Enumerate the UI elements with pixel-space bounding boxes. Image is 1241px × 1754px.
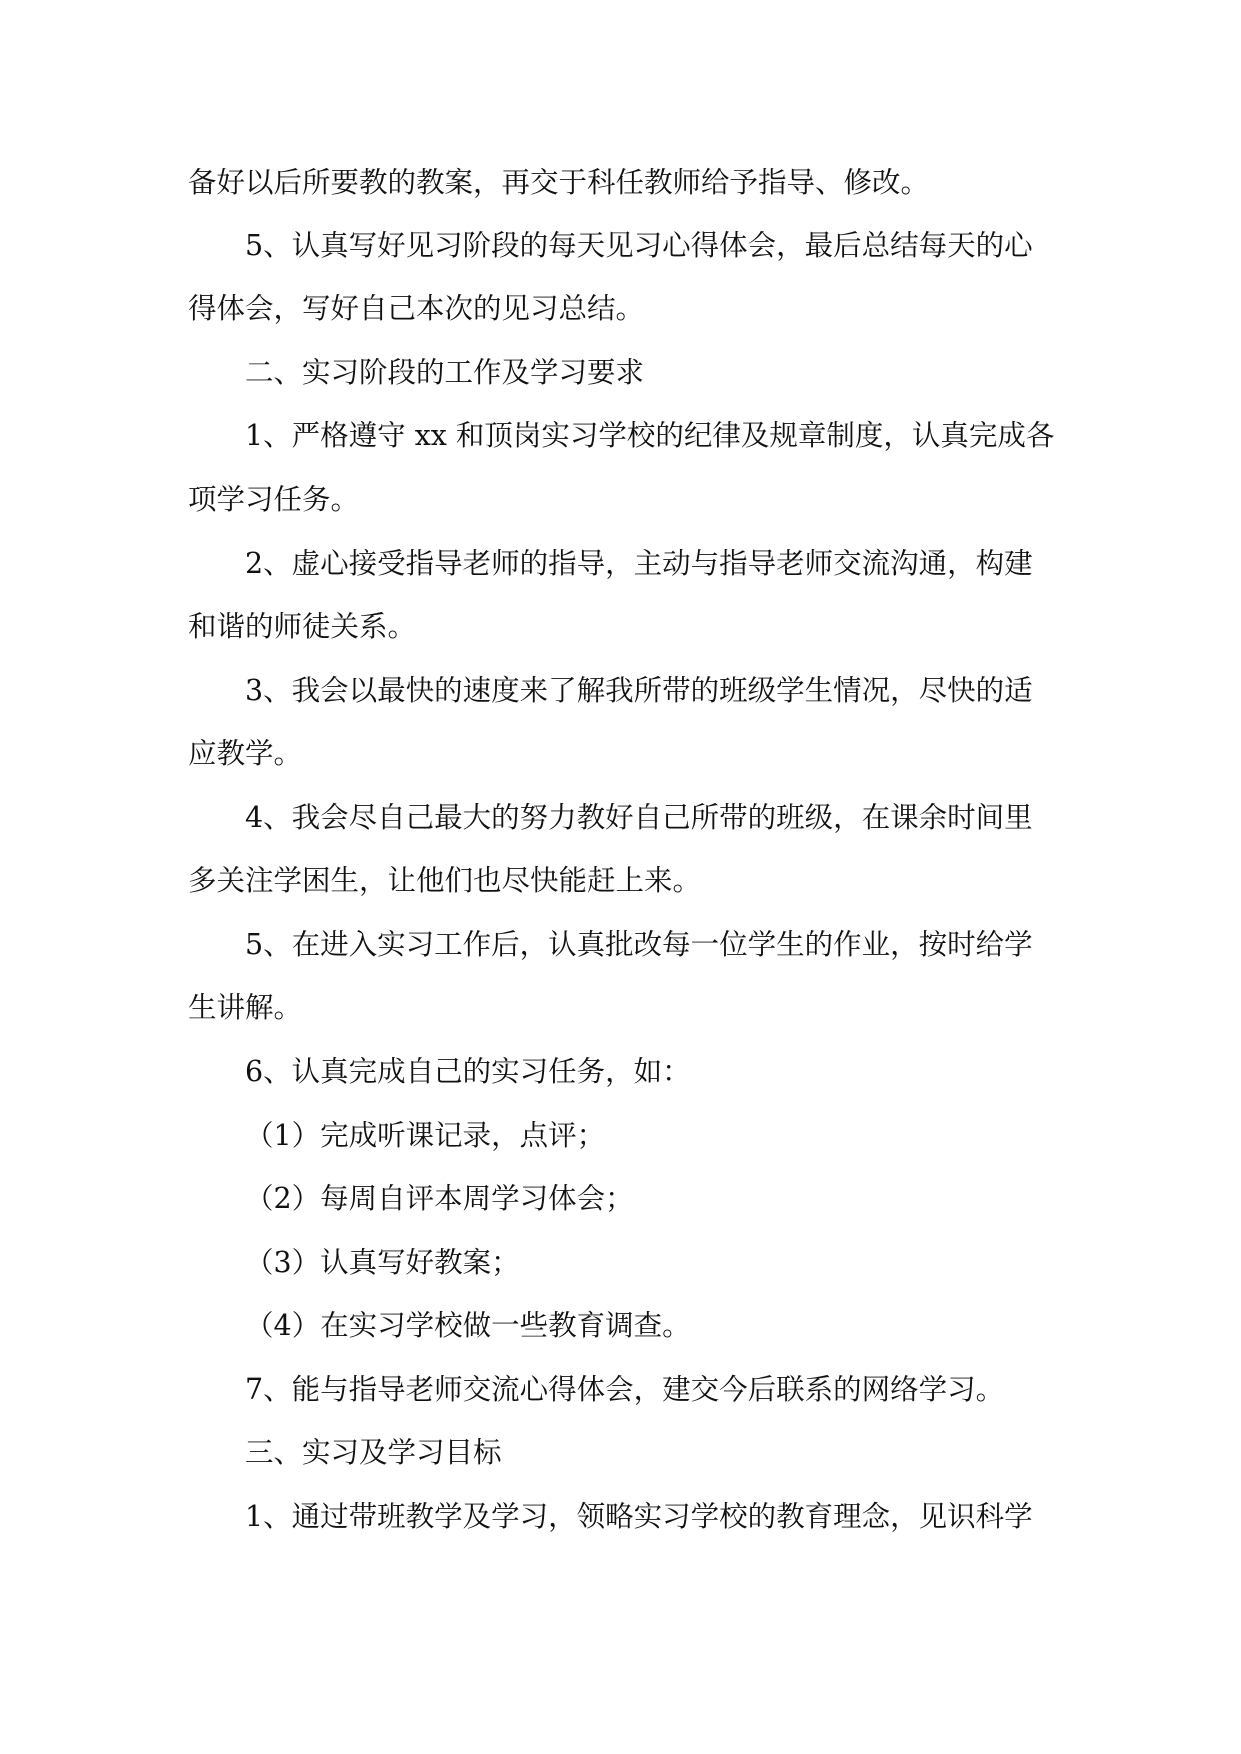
list-item: （3）认真写好教案； (245, 1246, 520, 1279)
list-item: （4）在实习学校做一些教育调查。 (245, 1309, 691, 1342)
list-item: （1）完成听课记录，点评； (245, 1119, 606, 1152)
text-line: 5、在进入实习工作后，认真批改每一位学生的作业，按时给学 (245, 928, 1033, 961)
text-line: 得体会，写好自己本次的见习总结。 (188, 292, 645, 325)
text-line: 1、通过带班教学及学习，领略实习学校的教育理念，见识科学 (245, 1500, 1033, 1533)
text-line: 2、虚心接受指导老师的指导，主动与指导老师交流沟通，构建 (245, 547, 1033, 580)
text-line: 应教学。 (188, 737, 303, 770)
text-line: 生讲解。 (188, 991, 303, 1024)
text-line: 5、认真写好见习阶段的每天见习心得体会，最后总结每天的心 (245, 229, 1033, 262)
section-heading: 三、实习及学习目标 (245, 1436, 502, 1469)
text-line: 7、能与指导老师交流心得体会，建交今后联系的网络学习。 (245, 1373, 1005, 1406)
text-line: 4、我会尽自己最大的努力教好自己所带的班级，在课余时间里 (245, 801, 1033, 834)
text-line: 3、我会以最快的速度来了解我所带的班级学生情况，尽快的适 (245, 674, 1033, 707)
list-item: （2）每周自评本周学习体会； (245, 1182, 634, 1215)
text-line: 和谐的师徒关系。 (188, 610, 417, 643)
text-line: 6、认真完成自己的实习任务，如： (245, 1055, 691, 1088)
section-heading: 二、实习阶段的工作及学习要求 (245, 356, 645, 389)
text-line: 1、严格遵守 xx 和顶岗实习学校的纪律及规章制度，认真完成各 (245, 419, 1055, 452)
text-line: 项学习任务。 (188, 483, 360, 516)
text-line: 备好以后所要教的教案，再交于科任教师给予指导、修改。 (188, 166, 930, 199)
text-line: 多关注学困生，让他们也尽快能赶上来。 (188, 864, 702, 897)
